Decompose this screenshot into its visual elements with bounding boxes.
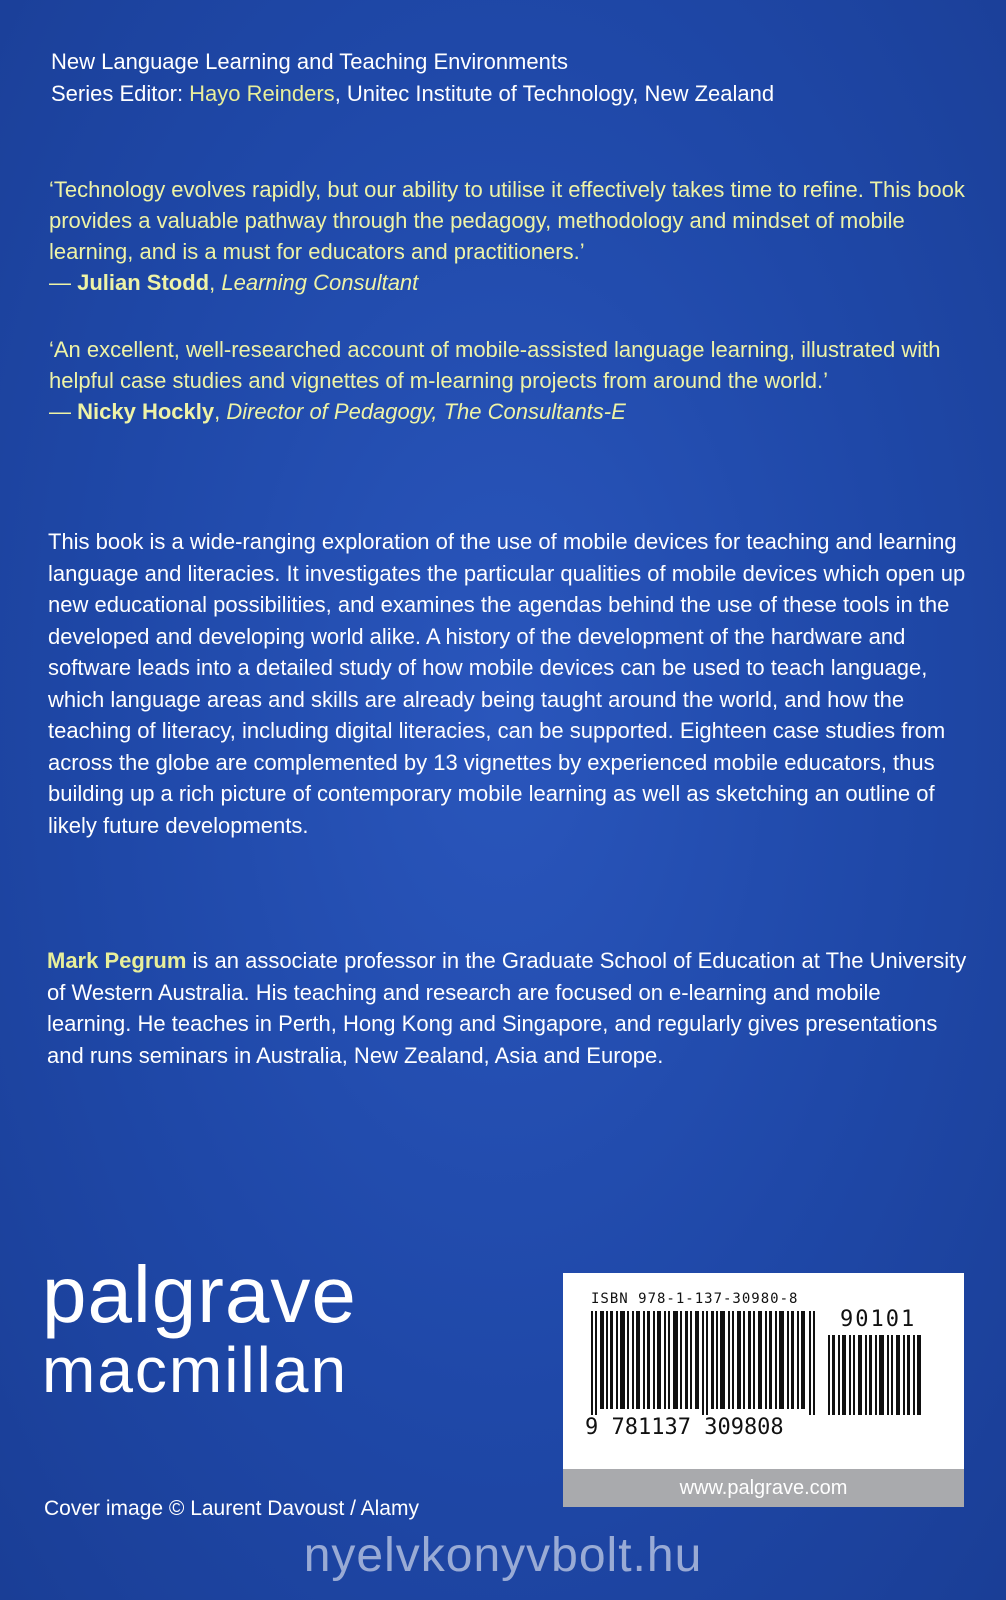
endorsement-quote-2 xyxy=(49,334,969,427)
series-editor-affiliation: , Unitec Institute of Technology, New Zealand xyxy=(334,81,775,106)
endorsement-quote-1 xyxy=(49,174,969,298)
publisher-website[interactable]: www.palgrave.com xyxy=(563,1469,964,1507)
publisher-logo-line1: palgrave xyxy=(42,1250,357,1339)
quote-text: ‘An excellent, well-researched account of mobile-assisted language learning, illustrated with helpful case studies and vignettes of m-learning projects from around the world.’ xyxy=(49,337,941,393)
quote-author-role: Director of Pedagogy, The Consultants-E xyxy=(226,399,626,424)
barcode-main-icon xyxy=(591,1311,819,1415)
series-editor-name: Hayo Reinders xyxy=(189,81,335,106)
quote-role-separator: , xyxy=(214,399,227,424)
publisher-logo xyxy=(42,1250,357,1406)
barcode-addon-number: 90101 xyxy=(840,1307,917,1332)
author-bio-text: is an associate professor in the Graduate School of Education at The University of Western Australia. His teaching and research are focused on e-learning and mobile learning. He teaches in Perth, Hong Kong and Singapore, and regularly gives presentations and runs seminars in Australia, New Zealand, Asia and Europe. xyxy=(47,948,967,1068)
quote-dash: — xyxy=(49,270,78,295)
barcode-addon-icon xyxy=(828,1335,928,1415)
quote-text: ‘Technology evolves rapidly, but our ability to utilise it effectively takes time to refine. This book provides a valuable pathway through the pedagogy, methodology and mindset of mobile learning, and is a must for educators and practitioners.’ xyxy=(49,177,965,264)
isbn-number: ISBN 978-1-137-30980-8 xyxy=(591,1291,799,1307)
series-editor-label: Series Editor: xyxy=(51,81,190,106)
series-info xyxy=(51,46,774,110)
watermark: nyelvkonyvbolt.hu xyxy=(303,1529,703,1582)
quote-author-name: Nicky Hockly xyxy=(77,399,215,424)
quote-attribution xyxy=(49,267,969,298)
quote-dash: — xyxy=(49,399,78,424)
series-title: New Language Learning and Teaching Environments xyxy=(51,49,568,74)
author-name: Mark Pegrum xyxy=(47,948,187,973)
quote-author-role: Learning Consultant xyxy=(221,270,419,295)
cover-image-credit: Cover image © Laurent Davoust / Alamy xyxy=(44,1497,419,1520)
quote-attribution xyxy=(49,396,969,427)
publisher-logo-line2: macmillan xyxy=(42,1334,349,1406)
series-editor-line xyxy=(51,78,774,110)
book-description: This book is a wide-ranging exploration of the use of mobile devices for teaching and learning language and literacies. It investigates the particular qualities of mobile devices which open up new educational possibilities, and examines the agendas behind the use of these tools in the developed and developing world alike. A history of the development of the hardware and software leads into a detailed study of how mobile devices can be used to teach language, which language areas and skills are already being taught around the world, and how the teaching of literacy, including digital literacies, can be supported. Eighteen case studies from across the globe are complemented by 13 vignettes by experienced mobile educators, thus building up a rich picture of contemporary mobile learning as well as sketching an outline of likely future developments. xyxy=(48,529,966,838)
barcode-digits: 9 781137 309808 xyxy=(585,1415,784,1440)
quote-role-separator: , xyxy=(209,270,222,295)
barcode-panel xyxy=(563,1273,964,1507)
author-bio xyxy=(47,945,967,1071)
quote-author-name: Julian Stodd xyxy=(77,270,210,295)
